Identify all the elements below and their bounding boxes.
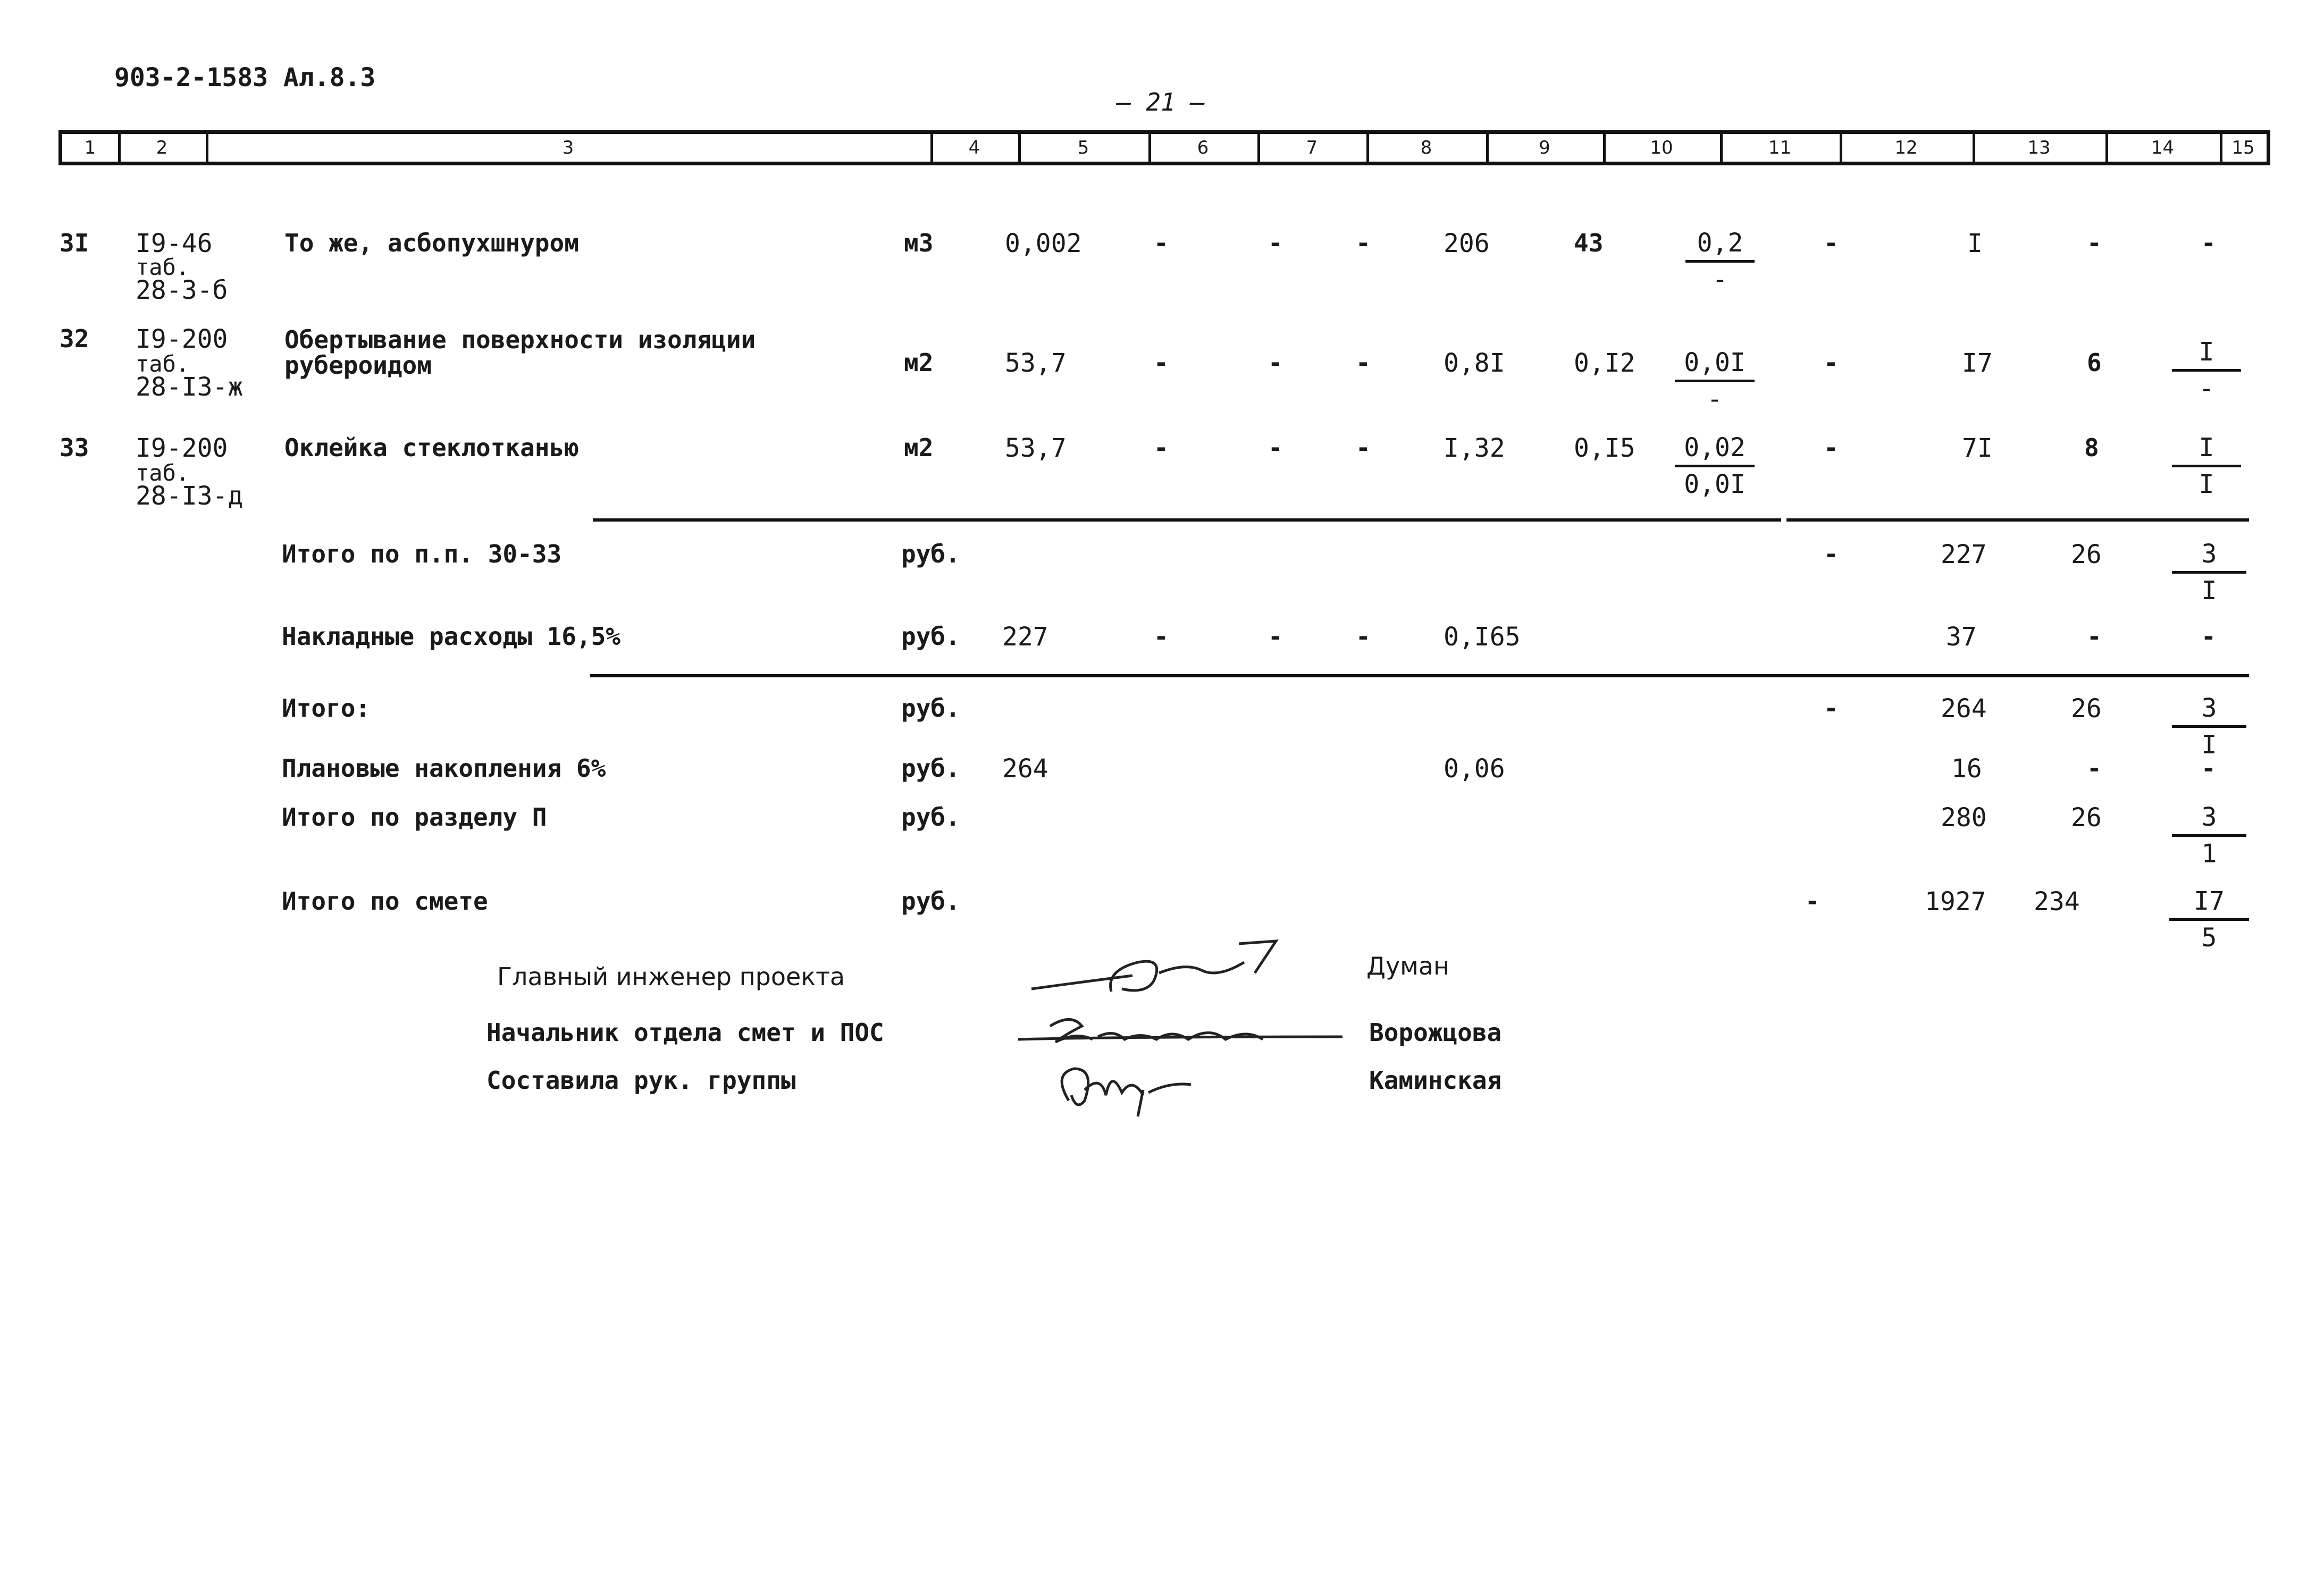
cell-13: 16 bbox=[1951, 754, 1982, 784]
col-header-1: 1 bbox=[62, 134, 121, 162]
unit: руб. bbox=[901, 540, 960, 568]
cell-13: 227 bbox=[1941, 540, 1987, 569]
cell-6: - bbox=[1154, 229, 1169, 257]
column-header-strip bbox=[58, 130, 2270, 165]
cell-9: 0,I65 bbox=[1444, 622, 1521, 652]
denominator: 0,0I bbox=[1684, 469, 1746, 499]
numerator: I bbox=[2172, 431, 2241, 467]
col-header-6: 6 bbox=[1148, 134, 1260, 162]
cell-13: 7I bbox=[1962, 433, 1993, 463]
cell-11-fraction bbox=[1675, 346, 1755, 416]
cell-14: 26 bbox=[2071, 803, 2102, 833]
signatory-name: Думан bbox=[1366, 952, 1450, 980]
cell-10: 0,I2 bbox=[1574, 348, 1635, 378]
cell-13: 280 bbox=[1941, 803, 1987, 833]
cell-12: - bbox=[1805, 887, 1820, 916]
cell-12: - bbox=[1824, 348, 1839, 377]
numerator: I7 bbox=[2169, 884, 2249, 921]
total-label: Итого по п.п. 30-33 bbox=[282, 540, 562, 568]
cell-15-fraction bbox=[2172, 335, 2241, 406]
unit: руб. bbox=[901, 622, 960, 651]
cell-14: 234 bbox=[2034, 887, 2080, 917]
denominator: I bbox=[2199, 469, 2214, 499]
cell-6: - bbox=[1154, 622, 1169, 651]
quantity: 0,002 bbox=[1005, 229, 1082, 258]
cell-13: I bbox=[1967, 229, 1983, 258]
rate-code: 28-3-б bbox=[136, 275, 228, 305]
cell-9: I,32 bbox=[1444, 433, 1505, 463]
col-header-3: 3 bbox=[206, 134, 933, 162]
denominator: - bbox=[1712, 265, 1728, 295]
cell-6: - bbox=[1154, 348, 1169, 377]
cell-14: 6 bbox=[2087, 348, 2102, 377]
cell-8: - bbox=[1356, 229, 1371, 257]
cell-12: - bbox=[1824, 694, 1839, 723]
numerator: 3 bbox=[2172, 691, 2246, 728]
page-number: — 21 — bbox=[1117, 88, 1205, 116]
denominator: 1 bbox=[2201, 839, 2217, 869]
cell-14: - bbox=[2087, 622, 2102, 651]
cell-13: I7 bbox=[1962, 348, 1993, 378]
cell-13: 1927 bbox=[1925, 887, 1986, 917]
subtotal-rule bbox=[593, 518, 1781, 522]
rate-code: таб. bbox=[136, 254, 190, 280]
cell-12: - bbox=[1824, 540, 1839, 568]
subtotal-rule bbox=[1786, 518, 2249, 522]
signatory-role: Начальник отдела смет и ПОС bbox=[486, 1018, 884, 1047]
cell-11-fraction bbox=[1675, 431, 1755, 501]
document-number: 903-2-1583 Ал.8.3 bbox=[114, 63, 376, 93]
cell-8: - bbox=[1356, 622, 1371, 651]
signatory-role: Составила рук. группы bbox=[486, 1066, 796, 1095]
cell-5: 227 bbox=[1002, 622, 1048, 652]
signatory-name: Каминская bbox=[1369, 1066, 1502, 1095]
denominator: I bbox=[2201, 730, 2217, 760]
cell-10: 43 bbox=[1574, 229, 1604, 257]
cell-7: - bbox=[1268, 622, 1283, 651]
rate-code: I9-200 bbox=[136, 324, 228, 354]
col-header-12: 12 bbox=[1840, 134, 1975, 162]
col-header-8: 8 bbox=[1366, 134, 1489, 162]
denominator: I bbox=[2201, 576, 2217, 606]
denominator: - bbox=[1707, 384, 1723, 414]
cell-14: - bbox=[2087, 754, 2102, 783]
cell-13: 264 bbox=[1941, 694, 1987, 724]
handwritten-signature bbox=[1026, 933, 1303, 1002]
cell-15-fraction bbox=[2172, 691, 2246, 762]
row-number: 32 bbox=[60, 324, 89, 353]
col-header-15: 15 bbox=[2231, 137, 2255, 158]
cell-9: 206 bbox=[1444, 229, 1490, 258]
cell-14: 8 bbox=[2084, 433, 2099, 462]
unit: м2 bbox=[904, 433, 934, 462]
total-label: Итого: bbox=[282, 694, 371, 723]
cell-13: 37 bbox=[1946, 622, 1977, 652]
col-header-11: 11 bbox=[1720, 134, 1842, 162]
work-description: рубероидом bbox=[284, 351, 432, 380]
cell-8: - bbox=[1356, 433, 1371, 462]
cell-14: 26 bbox=[2071, 540, 2102, 569]
cell-15-fraction bbox=[2172, 800, 2246, 871]
total-label: Накладные расходы 16,5% bbox=[282, 622, 620, 651]
col-header-4: 4 bbox=[930, 134, 1021, 162]
unit: руб. bbox=[901, 754, 960, 783]
cell-11-fraction bbox=[1685, 226, 1755, 297]
signatory-name: Ворожцова bbox=[1369, 1018, 1502, 1047]
unit: м3 bbox=[904, 229, 934, 257]
cell-15: - bbox=[2201, 622, 2216, 651]
cell-15-fraction bbox=[2172, 431, 2241, 501]
cell-5: 264 bbox=[1002, 754, 1048, 784]
col-header-9: 9 bbox=[1486, 134, 1606, 162]
cell-8: - bbox=[1356, 348, 1371, 377]
quantity: 53,7 bbox=[1005, 348, 1067, 378]
cell-6: - bbox=[1154, 433, 1169, 462]
cell-7: - bbox=[1268, 229, 1283, 257]
numerator: 0,2 bbox=[1685, 226, 1755, 263]
total-label: Итого по разделу П bbox=[282, 803, 547, 832]
numerator: I bbox=[2172, 335, 2241, 372]
cell-15-fraction bbox=[2172, 537, 2246, 608]
unit: руб. bbox=[901, 694, 960, 723]
numerator: 0,02 bbox=[1675, 431, 1755, 467]
total-label: Плановые накопления 6% bbox=[282, 754, 606, 783]
col-header-13: 13 bbox=[1973, 134, 2108, 162]
col-header-7: 7 bbox=[1257, 134, 1369, 162]
col-header-14: 14 bbox=[2105, 134, 2222, 162]
handwritten-signature bbox=[1053, 1053, 1212, 1122]
cell-15-fraction bbox=[2169, 884, 2249, 955]
denominator: 5 bbox=[2201, 923, 2217, 953]
cell-12: - bbox=[1824, 229, 1839, 257]
col-header-5: 5 bbox=[1018, 134, 1151, 162]
work-description: Оклейка стеклотканью bbox=[284, 433, 579, 462]
numerator: 3 bbox=[2172, 537, 2246, 574]
rate-code: 28-I3-ж bbox=[136, 372, 244, 402]
rate-code: таб. bbox=[136, 460, 190, 486]
cell-7: - bbox=[1268, 348, 1283, 377]
unit: м2 bbox=[904, 348, 934, 377]
rate-code: таб. bbox=[136, 351, 190, 377]
rate-code: I9-200 bbox=[136, 433, 228, 463]
numerator: 0,0I bbox=[1675, 346, 1755, 382]
cell-14: 26 bbox=[2071, 694, 2102, 724]
unit: руб. bbox=[901, 887, 960, 916]
work-description: То же, асбопухшнуром bbox=[284, 229, 579, 257]
cell-10: 0,I5 bbox=[1574, 433, 1635, 463]
subtotal-rule bbox=[590, 674, 2249, 677]
row-number: 33 bbox=[60, 433, 89, 462]
total-label: Итого по смете bbox=[282, 887, 488, 916]
col-header-10: 10 bbox=[1603, 134, 1723, 162]
work-description: Обертывание поверхности изоляции bbox=[284, 325, 756, 354]
row-number: 3I bbox=[60, 229, 89, 257]
cell-15: - bbox=[2201, 754, 2216, 783]
cell-9: 0,06 bbox=[1444, 754, 1505, 784]
unit: руб. bbox=[901, 803, 960, 832]
numerator: 3 bbox=[2172, 800, 2246, 837]
denominator: - bbox=[2199, 374, 2214, 404]
cell-14: - bbox=[2087, 229, 2102, 257]
col-header-2: 2 bbox=[118, 134, 208, 162]
rate-code: 28-I3-д bbox=[136, 481, 244, 511]
quantity: 53,7 bbox=[1005, 433, 1067, 463]
cell-15: - bbox=[2201, 229, 2216, 257]
rate-code: I9-46 bbox=[136, 229, 213, 258]
cell-12: - bbox=[1824, 433, 1839, 462]
cell-9: 0,8I bbox=[1444, 348, 1505, 378]
handwritten-signature bbox=[1013, 1010, 1353, 1058]
cell-7: - bbox=[1268, 433, 1283, 462]
signatory-role: Главный инженер проекта bbox=[497, 962, 845, 991]
